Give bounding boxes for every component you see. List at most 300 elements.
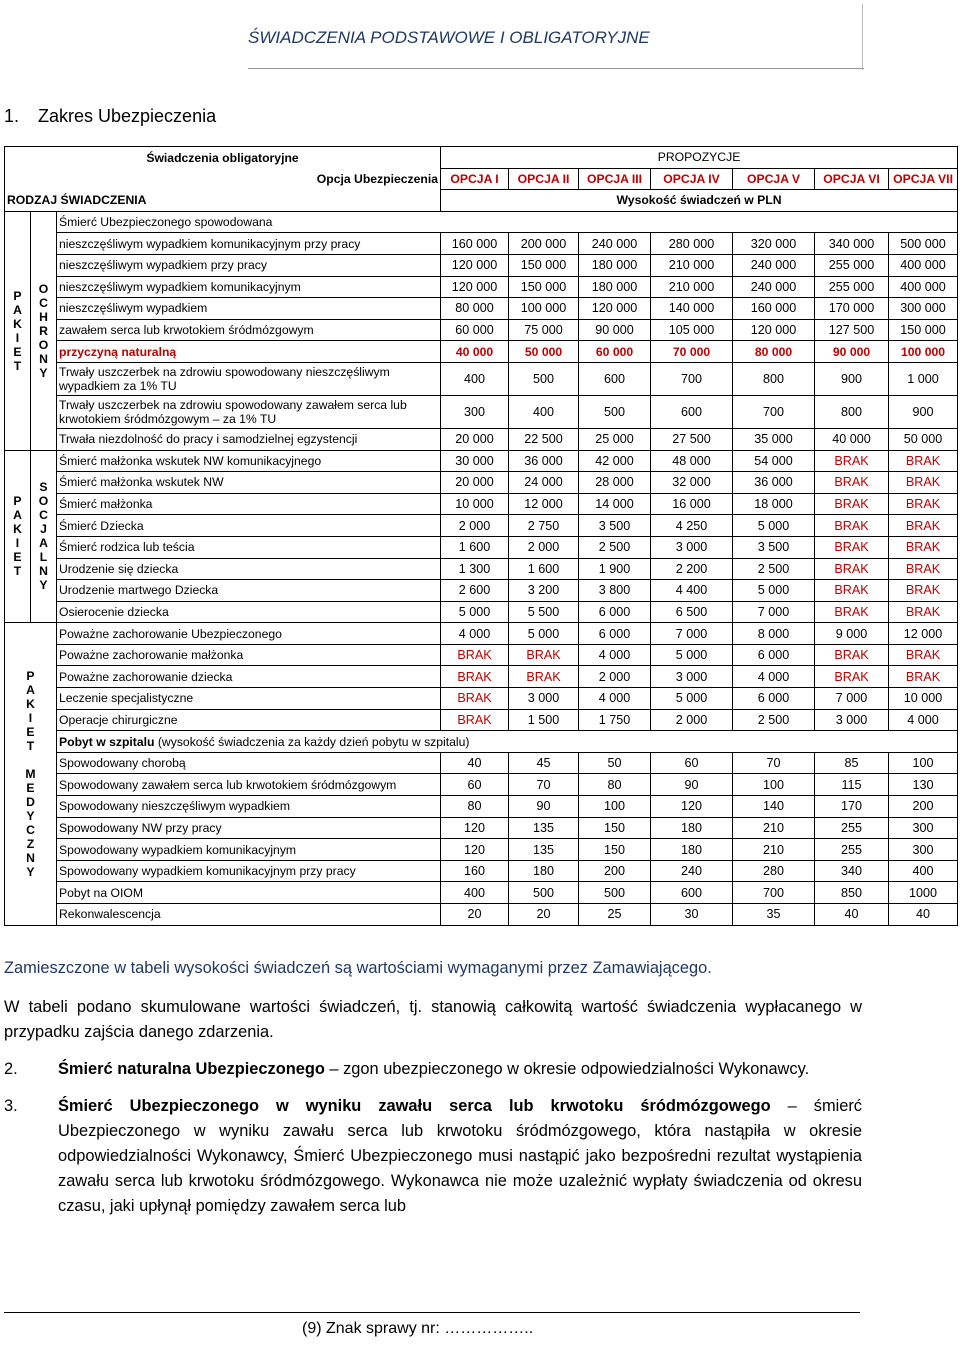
benefit-value: 60 000 <box>441 319 509 341</box>
benefit-value: 280 <box>733 860 815 882</box>
benefit-value: 1 900 <box>579 558 651 580</box>
benefit-value: 120 <box>651 796 733 818</box>
benefit-value: 700 <box>733 395 815 428</box>
benefit-value: 135 <box>509 817 579 839</box>
table-row <box>5 752 958 774</box>
benefit-value: 160 <box>441 860 509 882</box>
benefit-value: 70 000 <box>651 341 733 363</box>
benefit-value: 70 <box>733 752 815 774</box>
benefit-value: 500 <box>509 882 579 904</box>
benefit-label: nieszczęśliwym wypadkiem <box>57 298 441 320</box>
benefit-value: 127 500 <box>815 319 889 341</box>
table-row <box>5 362 958 395</box>
benefit-value: 60 <box>651 752 733 774</box>
benefit-value: 150 000 <box>509 276 579 298</box>
table-row <box>5 341 958 363</box>
benefit-value: 2 000 <box>651 709 733 731</box>
benefit-value: 400 000 <box>889 254 958 276</box>
benefit-value: 130 <box>889 774 958 796</box>
benefit-value: 120 000 <box>441 276 509 298</box>
item-term: Śmierć Ubezpieczonego w wyniku zawału serca lub krwotoku śródmózgowego <box>58 1097 771 1115</box>
benefit-value: 2 000 <box>509 536 579 558</box>
benefit-value: 35 <box>733 904 815 926</box>
benefit-value: BRAK <box>441 644 509 666</box>
benefit-value: 3 200 <box>509 580 579 602</box>
benefit-value: 700 <box>733 882 815 904</box>
benefit-value: BRAK <box>889 493 958 515</box>
section-heading <box>4 106 216 127</box>
benefit-value: BRAK <box>509 644 579 666</box>
benefit-value: 170 <box>815 796 889 818</box>
benefit-label: Osierocenie dziecka <box>57 601 441 623</box>
benefit-label: Śmierć Dziecka <box>57 515 441 537</box>
benefit-value: 100 000 <box>509 298 579 320</box>
benefit-value: 8 000 <box>733 623 815 645</box>
benefit-value: BRAK <box>889 644 958 666</box>
benefit-value: 70 <box>509 774 579 796</box>
benefit-value: 5 000 <box>733 580 815 602</box>
benefit-value: 4 000 <box>579 688 651 710</box>
benefit-value: 6 000 <box>733 644 815 666</box>
benefit-value: 120 <box>441 817 509 839</box>
benefit-value: 150 000 <box>509 254 579 276</box>
benefit-value: 340 000 <box>815 233 889 255</box>
benefit-value: 210 000 <box>651 276 733 298</box>
benefit-value: 40 000 <box>441 341 509 363</box>
benefit-value: BRAK <box>889 536 958 558</box>
benefit-value: 210 000 <box>651 254 733 276</box>
benefit-value: 160 000 <box>441 233 509 255</box>
header-row-1 <box>5 147 958 169</box>
table-row <box>5 254 958 276</box>
benefit-value: 4 250 <box>651 515 733 537</box>
benefit-value: 240 000 <box>579 233 651 255</box>
benefit-value: 180 000 <box>579 276 651 298</box>
table-row <box>5 623 958 645</box>
benefit-value: 27 500 <box>651 428 733 450</box>
table-row <box>5 839 958 861</box>
benefit-value: 20 000 <box>441 472 509 494</box>
benefit-value: 5 000 <box>733 515 815 537</box>
benefit-label: Spowodowany NW przy pracy <box>57 817 441 839</box>
benefit-label: Trwały uszczerbek na zdrowiu spowodowany zawałem serca lub krwotokiem śródmózgowym – za 1% TU <box>57 395 441 428</box>
benefit-value: 7 000 <box>651 623 733 645</box>
rodzaj-header: RODZAJ ŚWIADCZENIA <box>5 190 441 212</box>
group-label-ochrony: O C H R O N Y <box>31 211 57 450</box>
benefit-value: 1000 <box>889 882 958 904</box>
benefit-value: 280 000 <box>651 233 733 255</box>
benefit-value: 100 <box>889 752 958 774</box>
benefit-value: 25 000 <box>579 428 651 450</box>
benefit-value: 4 000 <box>733 666 815 688</box>
benefit-value: 2 000 <box>579 666 651 688</box>
benefit-value: 14 000 <box>579 493 651 515</box>
benefit-value: 45 <box>509 752 579 774</box>
benefit-value: 80 000 <box>441 298 509 320</box>
benefit-value: 1 500 <box>509 709 579 731</box>
table-row <box>5 493 958 515</box>
benefit-value: 120 <box>441 839 509 861</box>
benefit-value: 5 000 <box>651 644 733 666</box>
benefit-value: 900 <box>889 395 958 428</box>
benefit-label: Rekonwalescencja <box>57 904 441 926</box>
table-row <box>5 601 958 623</box>
benefit-value: 2 500 <box>733 709 815 731</box>
table-row <box>5 860 958 882</box>
definition-item-3 <box>4 1094 862 1219</box>
benefit-value: 850 <box>815 882 889 904</box>
benefit-label: Spowodowany chorobą <box>57 752 441 774</box>
benefit-value: 48 000 <box>651 450 733 472</box>
benefit-value: BRAK <box>889 666 958 688</box>
benefit-value: 1 300 <box>441 558 509 580</box>
benefit-label: Spowodowany wypadkiem komunikacyjnym <box>57 839 441 861</box>
table-row <box>5 536 958 558</box>
page-header-title: ŚWIADCZENIA PODSTAWOWE I OBLIGATORYJNE <box>248 28 650 47</box>
benefit-value: 900 <box>815 362 889 395</box>
hospital-subheader-note: (wysokość świadczenia za każdy dzień pobytu w szpitalu) <box>154 734 470 749</box>
benefit-value: 4 000 <box>889 709 958 731</box>
benefit-value: 400 <box>509 395 579 428</box>
benefit-value: 3 800 <box>579 580 651 602</box>
benefit-value: 210 <box>733 817 815 839</box>
benefit-value: 120 000 <box>579 298 651 320</box>
benefit-value: 20 <box>441 904 509 926</box>
benefit-value: BRAK <box>889 601 958 623</box>
item-definition: – zgon ubezpieczonego w okresie odpowiedzialności Wykonawcy. <box>324 1060 810 1078</box>
benefit-value: 20 000 <box>441 428 509 450</box>
table-row <box>5 817 958 839</box>
benefit-value: 340 <box>815 860 889 882</box>
benefit-value: 500 <box>579 882 651 904</box>
header-vertical-rule <box>862 4 863 70</box>
benefit-value: BRAK <box>815 536 889 558</box>
benefit-value: 100 000 <box>889 341 958 363</box>
benefit-value: 10 000 <box>889 688 958 710</box>
benefit-value: 300 <box>441 395 509 428</box>
header-row-3 <box>5 190 958 212</box>
benefit-label: Śmierć małżonka wskutek NW <box>57 472 441 494</box>
table-top-title: Świadczenia obligatoryjne <box>5 147 441 169</box>
benefit-value: BRAK <box>509 666 579 688</box>
benefit-value: 600 <box>651 395 733 428</box>
table-row <box>5 580 958 602</box>
benefit-label: Poważne zachorowanie dziecka <box>57 666 441 688</box>
benefit-value: 120 000 <box>733 319 815 341</box>
benefit-value: 80 <box>579 774 651 796</box>
benefit-value: 200 000 <box>509 233 579 255</box>
benefit-value: BRAK <box>815 580 889 602</box>
table-row <box>5 666 958 688</box>
note-1: Zamieszczone w tabeli wysokości świadczeń są wartościami wymaganymi przez Zamawiającego. <box>4 959 712 977</box>
benefit-value: 300 <box>889 839 958 861</box>
benefit-value: 400 <box>889 860 958 882</box>
benefit-value: 200 <box>579 860 651 882</box>
benefit-value: 12 000 <box>889 623 958 645</box>
benefit-value: 32 000 <box>651 472 733 494</box>
benefit-value: 90 <box>651 774 733 796</box>
benefit-value: 6 000 <box>733 688 815 710</box>
benefit-value: 180 <box>509 860 579 882</box>
benefit-label: Urodzenie się dziecka <box>57 558 441 580</box>
table-row <box>5 319 958 341</box>
benefit-value: BRAK <box>889 515 958 537</box>
benefit-value: 5 000 <box>441 601 509 623</box>
benefit-value: 90 000 <box>815 341 889 363</box>
benefit-label: nieszczęśliwym wypadkiem komunikacyjnym przy pracy <box>57 233 441 255</box>
benefit-value: 25 <box>579 904 651 926</box>
benefit-value: 140 000 <box>651 298 733 320</box>
benefit-value: 210 <box>733 839 815 861</box>
option-header: OPCJA VI <box>815 168 889 190</box>
section-number: 1. <box>4 106 20 126</box>
group-label-socjalny: S O C J A L N Y <box>31 450 57 623</box>
benefit-value: 255 <box>815 839 889 861</box>
group-label-pakiet: P A K I E T <box>5 450 31 623</box>
table-row <box>5 211 958 233</box>
note-2: W tabeli podano skumulowane wartości świadczeń, tj. stanowią całkowitą wartość świadczenia wypłacanego w przypadku zajścia danego zdarzenia. <box>4 998 862 1041</box>
benefit-value: 255 000 <box>815 276 889 298</box>
benefit-value: BRAK <box>889 558 958 580</box>
benefit-value: BRAK <box>815 601 889 623</box>
benefit-value: 200 <box>889 796 958 818</box>
benefit-label: zawałem serca lub krwotokiem śródmózgowym <box>57 319 441 341</box>
benefit-value: 80 <box>441 796 509 818</box>
benefit-value: 500 000 <box>889 233 958 255</box>
benefit-value: 1 000 <box>889 362 958 395</box>
benefit-value: 600 <box>651 882 733 904</box>
group-label-pakiet-medyczny: P A K I E T M E D Y C Z N Y <box>5 623 57 925</box>
benefit-value: 150 <box>579 817 651 839</box>
hospital-subheader <box>57 731 958 753</box>
benefit-label: Śmierć małżonka wskutek NW komunikacyjnego <box>57 450 441 472</box>
benefit-label: Trwała niezdolność do pracy i samodzielnej egzystencji <box>57 428 441 450</box>
benefit-value: BRAK <box>815 666 889 688</box>
benefit-value: 40 000 <box>815 428 889 450</box>
benefit-value: 105 000 <box>651 319 733 341</box>
benefit-value: 140 <box>733 796 815 818</box>
benefit-value: 255 <box>815 817 889 839</box>
benefit-value: 90 <box>509 796 579 818</box>
benefit-value: 2 600 <box>441 580 509 602</box>
benefit-value: BRAK <box>441 666 509 688</box>
benefit-value: 400 <box>441 882 509 904</box>
benefit-value: BRAK <box>815 515 889 537</box>
benefit-value: 60 <box>441 774 509 796</box>
benefit-value: 24 000 <box>509 472 579 494</box>
option-header: OPCJA VII <box>889 168 958 190</box>
amount-header: Wysokość świadczeń w PLN <box>441 190 958 212</box>
table-row <box>5 644 958 666</box>
benefit-value: 12 000 <box>509 493 579 515</box>
benefit-value: 5 000 <box>651 688 733 710</box>
benefit-value: 3 000 <box>651 666 733 688</box>
benefit-label: Poważne zachorowanie małżonka <box>57 644 441 666</box>
item-number: 2. <box>4 1060 18 1078</box>
option-header: OPCJA IV <box>651 168 733 190</box>
benefit-value: BRAK <box>889 472 958 494</box>
benefit-value: 40 <box>441 752 509 774</box>
section-title: Zakres Ubezpieczenia <box>38 106 217 126</box>
benefit-value: 2 000 <box>441 515 509 537</box>
benefit-value: 4 000 <box>441 623 509 645</box>
benefit-value: 36 000 <box>733 472 815 494</box>
benefit-value: 6 000 <box>579 623 651 645</box>
death-subheader: Śmierć Ubezpieczonego spowodowana <box>57 211 958 233</box>
benefit-value: 30 000 <box>441 450 509 472</box>
table-row <box>5 472 958 494</box>
benefit-value: 320 000 <box>733 233 815 255</box>
benefit-label: Pobyt na OIOM <box>57 882 441 904</box>
benefit-value: 120 000 <box>441 254 509 276</box>
benefit-value: 80 000 <box>733 341 815 363</box>
benefit-label: Spowodowany zawałem serca lub krwotokiem śródmózgowym <box>57 774 441 796</box>
benefit-value: 135 <box>509 839 579 861</box>
benefit-value: 28 000 <box>579 472 651 494</box>
benefit-value: 255 000 <box>815 254 889 276</box>
benefit-value: 54 000 <box>733 450 815 472</box>
benefit-value: 3 000 <box>651 536 733 558</box>
benefit-value: 180 <box>651 839 733 861</box>
item-definition: – śmierć Ubezpieczonego w wyniku zawału serca lub krwotoku śródmózgowego, która nastąpiła w okresie odpowiedzialności Wykonawcy, Śmierć Ubezpieczonego musi nastąpić jako bezpośredni rezultat wystąpienia zawału serca lub krwotoku śródmózgowego. Wykonawca nie może uzależnić wypłaty świadczenia od okresu czasu, jaki upłynął pomiędzy zawałem serca lub <box>58 1097 863 1215</box>
benefit-label: Leczenie specjalistyczne <box>57 688 441 710</box>
benefit-value: 20 <box>509 904 579 926</box>
table-row <box>5 558 958 580</box>
benefits-table <box>4 146 958 926</box>
benefit-value: BRAK <box>889 450 958 472</box>
table-row <box>5 709 958 731</box>
benefit-label: nieszczęśliwym wypadkiem przy pracy <box>57 254 441 276</box>
benefit-value: 500 <box>579 395 651 428</box>
benefit-value: 100 <box>579 796 651 818</box>
item-term: Śmierć naturalna Ubezpieczonego <box>58 1060 325 1078</box>
benefit-value: 6 500 <box>651 601 733 623</box>
benefit-value: BRAK <box>815 558 889 580</box>
benefit-value: 3 500 <box>579 515 651 537</box>
benefit-value: 7 000 <box>815 688 889 710</box>
benefit-value: 7 000 <box>733 601 815 623</box>
option-header: OPCJA I <box>441 168 509 190</box>
notes-section <box>4 956 862 1219</box>
benefit-value: 2 200 <box>651 558 733 580</box>
benefit-value: 50 000 <box>889 428 958 450</box>
option-header: OPCJA V <box>733 168 815 190</box>
benefit-value: 5 500 <box>509 601 579 623</box>
hospital-subheader-bold: Pobyt w szpitalu <box>59 734 155 749</box>
benefit-value: 150 000 <box>889 319 958 341</box>
table-row <box>5 731 958 753</box>
group-label-pakiet: P A K I E T <box>5 211 31 450</box>
benefit-value: 36 000 <box>509 450 579 472</box>
table-row <box>5 428 958 450</box>
proposals-header: PROPOZYCJE <box>441 147 958 169</box>
benefit-value: 2 750 <box>509 515 579 537</box>
benefit-value: 400 <box>441 362 509 395</box>
definition-item-2 <box>4 1057 862 1082</box>
option-header: OPCJA III <box>579 168 651 190</box>
benefit-label: Spowodowany wypadkiem komunikacyjnym przy pracy <box>57 860 441 882</box>
benefit-value: 400 000 <box>889 276 958 298</box>
benefit-value: 180 000 <box>579 254 651 276</box>
benefit-value: BRAK <box>441 709 509 731</box>
benefit-value: 240 000 <box>733 276 815 298</box>
benefit-value: 3 000 <box>509 688 579 710</box>
benefit-value: 10 000 <box>441 493 509 515</box>
table-row <box>5 904 958 926</box>
table-row <box>5 515 958 537</box>
benefit-value: 300 <box>889 817 958 839</box>
table-row <box>5 233 958 255</box>
benefit-value: 90 000 <box>579 319 651 341</box>
benefit-value: 4 400 <box>651 580 733 602</box>
table-row <box>5 796 958 818</box>
benefit-label: przyczyną naturalną <box>57 341 441 363</box>
benefit-value: 300 000 <box>889 298 958 320</box>
benefit-value: 160 000 <box>733 298 815 320</box>
benefit-value: 2 500 <box>733 558 815 580</box>
benefit-value: 9 000 <box>815 623 889 645</box>
benefit-value: 50 <box>579 752 651 774</box>
benefit-value: 22 500 <box>509 428 579 450</box>
benefit-value: 3 000 <box>815 709 889 731</box>
benefit-value: 800 <box>733 362 815 395</box>
benefit-label: Poważne zachorowanie Ubezpieczonego <box>57 623 441 645</box>
benefit-value: 40 <box>815 904 889 926</box>
benefit-value: BRAK <box>815 493 889 515</box>
option-header: OPCJA II <box>509 168 579 190</box>
benefit-value: 42 000 <box>579 450 651 472</box>
benefit-value: 3 500 <box>733 536 815 558</box>
table-row <box>5 298 958 320</box>
header-row-2 <box>5 168 958 190</box>
benefit-value: 700 <box>651 362 733 395</box>
item-number: 3. <box>4 1097 18 1115</box>
footer-divider <box>4 1312 860 1313</box>
header-divider <box>248 68 864 69</box>
benefit-value: 150 <box>579 839 651 861</box>
table-row <box>5 395 958 428</box>
benefit-value: 16 000 <box>651 493 733 515</box>
benefit-value: BRAK <box>815 644 889 666</box>
benefit-label: Urodzenie martwego Dziecka <box>57 580 441 602</box>
benefit-value: 170 000 <box>815 298 889 320</box>
benefit-value: 1 750 <box>579 709 651 731</box>
benefit-value: BRAK <box>815 450 889 472</box>
benefit-value: 50 000 <box>509 341 579 363</box>
benefit-value: 800 <box>815 395 889 428</box>
benefit-value: 60 000 <box>579 341 651 363</box>
benefit-value: 30 <box>651 904 733 926</box>
benefit-value: 40 <box>889 904 958 926</box>
benefit-value: 240 000 <box>733 254 815 276</box>
table-row <box>5 774 958 796</box>
benefit-value: 4 000 <box>579 644 651 666</box>
benefit-label: Śmierć małżonka <box>57 493 441 515</box>
benefit-value: 100 <box>733 774 815 796</box>
benefit-value: 1 600 <box>441 536 509 558</box>
table-row <box>5 450 958 472</box>
table-row <box>5 688 958 710</box>
benefit-value: 115 <box>815 774 889 796</box>
benefit-value: BRAK <box>889 580 958 602</box>
benefit-value: BRAK <box>441 688 509 710</box>
footer-case-number: (9) Znak sprawy nr: …………….. <box>302 1320 534 1337</box>
benefit-label: Trwały uszczerbek na zdrowiu spowodowany nieszczęśliwym wypadkiem za 1% TU <box>57 362 441 395</box>
benefit-value: 1 600 <box>509 558 579 580</box>
benefit-value: 35 000 <box>733 428 815 450</box>
benefit-label: Operacje chirurgiczne <box>57 709 441 731</box>
benefit-value: 2 500 <box>579 536 651 558</box>
